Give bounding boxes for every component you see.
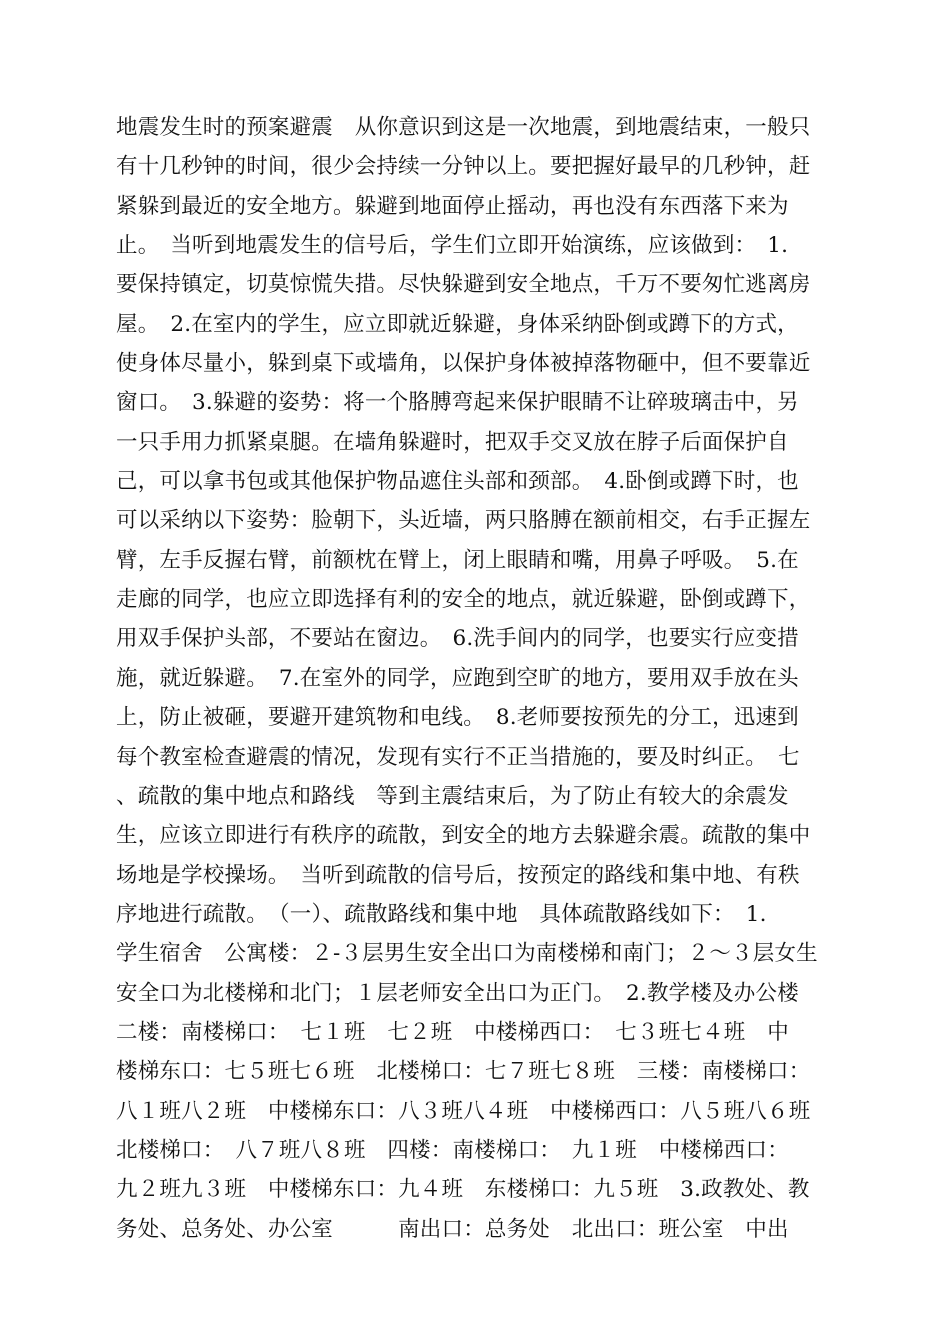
text-line: 己，可以拿书包或其他保护物品遮住头部和颈部。 4.卧倒或蹲下时，也 (116, 469, 799, 495)
text-line: 安全口为北楼梯和北门；１层老师安全出口为正门。 2.教学楼及办公楼 (116, 980, 799, 1006)
text-line: 要保持镇定，切莫惊慌失措。尽快躲避到安全地点，千万不要匆忙逃离房 (116, 272, 811, 298)
text-line: 使身体尽量小，躲到桌下或墙角，以保护身体被掉落物砸中，但不要靠近 (116, 351, 811, 377)
text-line: 可以采纳以下姿势：脸朝下，头近墙，两只胳膊在额前相交，右手正握左 (116, 508, 811, 534)
body-text (116, 108, 836, 1249)
text-line: 生，应该立即进行有秩序的疏散，到安全的地方去躲避余震。疏散的集中 (116, 823, 811, 849)
text-line: 序地进行疏散。 （一）、疏散路线和集中地 具体疏散路线如下： 1. (116, 901, 767, 927)
text-line: 务处、总务处、办公室 南出口：总务处 北出口：班公室 中出 (116, 1216, 789, 1242)
text-line: 有十几秒钟的时间，很少会持续一分钟以上。要把握好最早的几秒钟，赶 (116, 154, 811, 180)
text-line: 学生宿舍 公寓楼：２-３层男生安全出口为南楼梯和南门；２～３层女生 (116, 941, 818, 967)
text-line: 每个教室检查避震的情况，发现有实行不正当措施的，要及时纠正。 七 (116, 744, 800, 770)
text-line: 、疏散的集中地点和路线 等到主震结束后，为了防止有较大的余震发 (116, 783, 789, 809)
text-line: 北楼梯口： 八７班八８班 四楼：南楼梯口： 九１班 中楼梯西口： (116, 1137, 789, 1163)
text-line: 施，就近躲避。 7.在室外的同学，应跑到空旷的地方，要用双手放在头 (116, 665, 799, 691)
text-line: 八１班八２班 中楼梯东口：八３班八４班 中楼梯西口：八５班八６班 (116, 1098, 811, 1124)
text-line: 九２班九３班 中楼梯东口：九４班 东楼梯口：九５班 3.政教处、教 (116, 1177, 810, 1203)
text-line: 窗口。 3.躲避的姿势：将一个胳膊弯起来保护眼睛不让碎玻璃击中，另 (116, 390, 799, 416)
text-line: 上，防止被砸，要避开建筑物和电线。 8.老师要按预先的分工，迅速到 (116, 705, 799, 731)
text-line: 屋。 2.在室内的学生，应立即就近躲避，身体采纳卧倒或蹲下的方式， (116, 311, 799, 337)
text-line: 二楼：南楼梯口： 七１班 七２班 中楼梯西口： 七３班七４班 中 (116, 1019, 789, 1045)
text-line: 用双手保护头部，不要站在窗边。 6.洗手间内的同学，也要实行应变措 (116, 626, 799, 652)
text-line: 臂，左手反握右臂，前额枕在臂上，闭上眼睛和嘴，用鼻子呼吸。 5.在 (116, 547, 799, 573)
text-line: 一只手用力抓紧桌腿。在墙角躲避时，把双手交叉放在脖子后面保护自 (116, 429, 789, 455)
text-line: 紧躲到最近的安全地方。躲避到地面停止摇动，再也没有东西落下来为 (116, 193, 789, 219)
text-line: 场地是学校操场。 当听到疏散的信号后，按预定的路线和集中地、有秩 (116, 862, 800, 888)
text-line: 地震发生时的预案避震 从你意识到这是一次地震，到地震结束，一般只 (116, 115, 811, 140)
text-line: 楼梯东口：七５班七６班 北楼梯口：七７班七８班 三楼：南楼梯口： (116, 1059, 811, 1085)
text-line: 止。 当听到地震发生的信号后，学生们立即开始演练，应该做到： 1. (116, 233, 789, 259)
text-line: 走廊的同学，也应立即选择有利的安全的地点，就近躲避，卧倒或蹲下， (116, 587, 811, 613)
